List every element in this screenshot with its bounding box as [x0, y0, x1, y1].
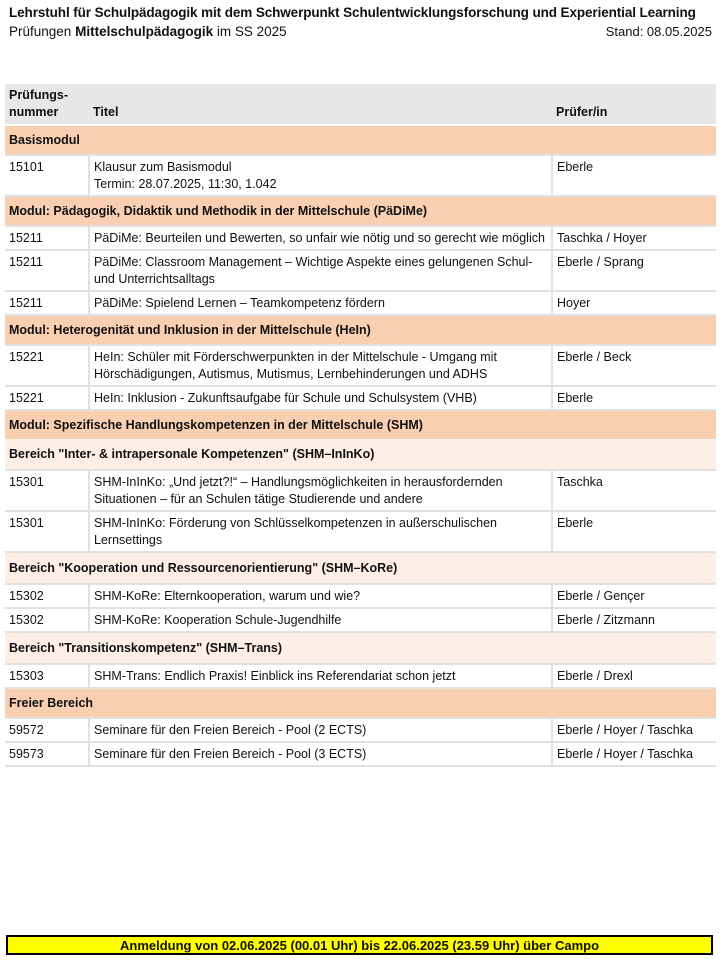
table-row: [5, 511, 716, 552]
subsection-header: [5, 439, 716, 470]
column-header-examiner: Prüfer/in: [552, 84, 716, 125]
exam-examiner: Hoyer: [552, 291, 716, 315]
exam-examiner: Eberle / Gençer: [552, 584, 716, 608]
table-body: [5, 125, 716, 766]
section-header-label: Freier Bereich: [5, 688, 716, 718]
chair-title: Lehrstuhl für Schulpädagogik mit dem Schwerpunkt Schulentwicklungsforschung und Experiential Learning: [9, 5, 696, 20]
exam-number: 15211: [5, 226, 89, 250]
exam-title: PäDiMe: Spielend Lernen – Teamkompetenz fördern: [94, 296, 385, 310]
table-row: [5, 155, 716, 196]
table-header-row: [5, 84, 716, 125]
table-row: [5, 584, 716, 608]
table-row: [5, 664, 716, 688]
section-header: [5, 315, 716, 345]
exam-title: Seminare für den Freien Bereich - Pool (2 ECTS): [94, 723, 367, 737]
column-header-number: [5, 84, 89, 125]
subsection-header: [5, 552, 716, 584]
table-row: [5, 226, 716, 250]
exam-title: PäDiMe: Beurteilen und Bewerten, so unfair wie nötig und so gerecht wie möglich: [94, 231, 545, 245]
exam-title: SHM-InInKo: „Und jetzt?!“ – Handlungsmöglichkeiten in herausfordernden Situationen – für an Schulen tätige Studierende und andere: [94, 475, 503, 506]
exam-examiner: Taschka: [552, 470, 716, 511]
exam-title-cell: [89, 155, 552, 196]
column-header-title: Titel: [89, 84, 552, 125]
exam-number: 15101: [5, 155, 89, 196]
column-header-number-line2: nummer: [9, 105, 59, 119]
section-header-label: Modul: Heterogenität und Inklusion in der Mittelschule (HeIn): [5, 315, 716, 345]
exam-number: 59572: [5, 718, 89, 742]
exam-number: 15303: [5, 664, 89, 688]
table-row: [5, 386, 716, 410]
table-row: [5, 345, 716, 386]
section-header: [5, 125, 716, 155]
subsection-header-label: Bereich "Transitionskompetenz" (SHM–Trans): [5, 632, 716, 664]
exam-title: SHM-KoRe: Kooperation Schule-Jugendhilfe: [94, 613, 342, 627]
exam-examiner: Eberle: [552, 511, 716, 552]
exam-number: 15221: [5, 345, 89, 386]
exam-number: 15211: [5, 291, 89, 315]
table-row: [5, 718, 716, 742]
exam-number: 15211: [5, 250, 89, 291]
exam-title-cell: [89, 584, 552, 608]
exam-examiner: Eberle / Hoyer / Taschka: [552, 742, 716, 766]
table-row: [5, 742, 716, 766]
section-header: [5, 688, 716, 718]
exam-title-cell: [89, 345, 552, 386]
exam-examiner: Eberle / Hoyer / Taschka: [552, 718, 716, 742]
exam-number: 15302: [5, 584, 89, 608]
exam-title-cell: [89, 291, 552, 315]
exam-number: 15302: [5, 608, 89, 632]
exam-examiner: Eberle / Zitzmann: [552, 608, 716, 632]
subsection-header-label: Bereich "Kooperation und Ressourcenorientierung" (SHM–KoRe): [5, 552, 716, 584]
exam-title: SHM-InInKo: Förderung von Schlüsselkompetenzen in außerschulischen Lernsettings: [94, 516, 497, 547]
exam-examiner: Taschka / Hoyer: [552, 226, 716, 250]
exam-title: SHM-KoRe: Elternkooperation, warum und wie?: [94, 589, 361, 603]
section-header-label: Basismodul: [5, 125, 716, 155]
exam-title: HeIn: Schüler mit Förderschwerpunkten in der Mittelschule - Umgang mit Hörschädigungen, Autismus, Mutismus, Lernbehinderungen und ADHS: [94, 350, 497, 381]
exam-examiner: Eberle: [552, 155, 716, 196]
exam-examiner: Eberle / Sprang: [552, 250, 716, 291]
subsection-header-label: Bereich "Inter- & intrapersonale Kompetenzen" (SHM–InInKo): [5, 439, 716, 470]
document-header: [9, 4, 715, 41]
column-header-number-line1: Prüfungs-: [9, 88, 69, 102]
exam-examiner: Eberle: [552, 386, 716, 410]
exam-examiner: Eberle / Beck: [552, 345, 716, 386]
exam-examiner: Eberle / Drexl: [552, 664, 716, 688]
exam-title-cell: [89, 608, 552, 632]
exam-title-cell: [89, 470, 552, 511]
exam-title: SHM-Trans: Endlich Praxis! Einblick ins Referendariat schon jetzt: [94, 669, 456, 683]
exam-number: 59573: [5, 742, 89, 766]
section-header-label: Modul: Pädagogik, Didaktik und Methodik in der Mittelschule (PäDiMe): [5, 196, 716, 226]
subtitle-prefix: Prüfungen: [9, 24, 72, 39]
exam-title: PäDiMe: Classroom Management – Wichtige Aspekte eines gelungenen Schul- und Unterrichtsalltags: [94, 255, 533, 286]
exam-title: Klausur zum Basismodul: [94, 160, 232, 174]
exam-title-cell: [89, 250, 552, 291]
exam-table: [5, 84, 716, 767]
exam-title-cell: [89, 386, 552, 410]
exam-number: 15221: [5, 386, 89, 410]
section-header-label: Modul: Spezifische Handlungskompetenzen in der Mittelschule (SHM): [5, 410, 716, 439]
exam-title: HeIn: Inklusion - Zukunftsaufgabe für Schule und Schulsystem (VHB): [94, 391, 477, 405]
stand-date: Stand: 08.05.2025: [605, 24, 712, 39]
subsection-header: [5, 632, 716, 664]
section-header: [5, 196, 716, 226]
exam-title-cell: [89, 664, 552, 688]
exam-number: 15301: [5, 511, 89, 552]
section-header: [5, 410, 716, 439]
table-row: [5, 470, 716, 511]
registration-banner: Anmeldung von 02.06.2025 (00.01 Uhr) bis 22.06.2025 (23.59 Uhr) über Campo: [6, 935, 713, 955]
exam-title-cell: [89, 511, 552, 552]
subtitle-term: im SS 2025: [216, 24, 287, 39]
exam-title-cell: [89, 742, 552, 766]
exam-date: Termin: 28.07.2025, 11:30, 1.042: [94, 177, 277, 191]
subtitle-program: Mittelschulpädagogik: [75, 24, 214, 39]
table-row: [5, 608, 716, 632]
table-row: [5, 250, 716, 291]
exam-title-cell: [89, 226, 552, 250]
table-row: [5, 291, 716, 315]
exam-title-cell: [89, 718, 552, 742]
exam-title: Seminare für den Freien Bereich - Pool (3 ECTS): [94, 747, 367, 761]
exam-number: 15301: [5, 470, 89, 511]
document-subtitle: [9, 23, 715, 41]
